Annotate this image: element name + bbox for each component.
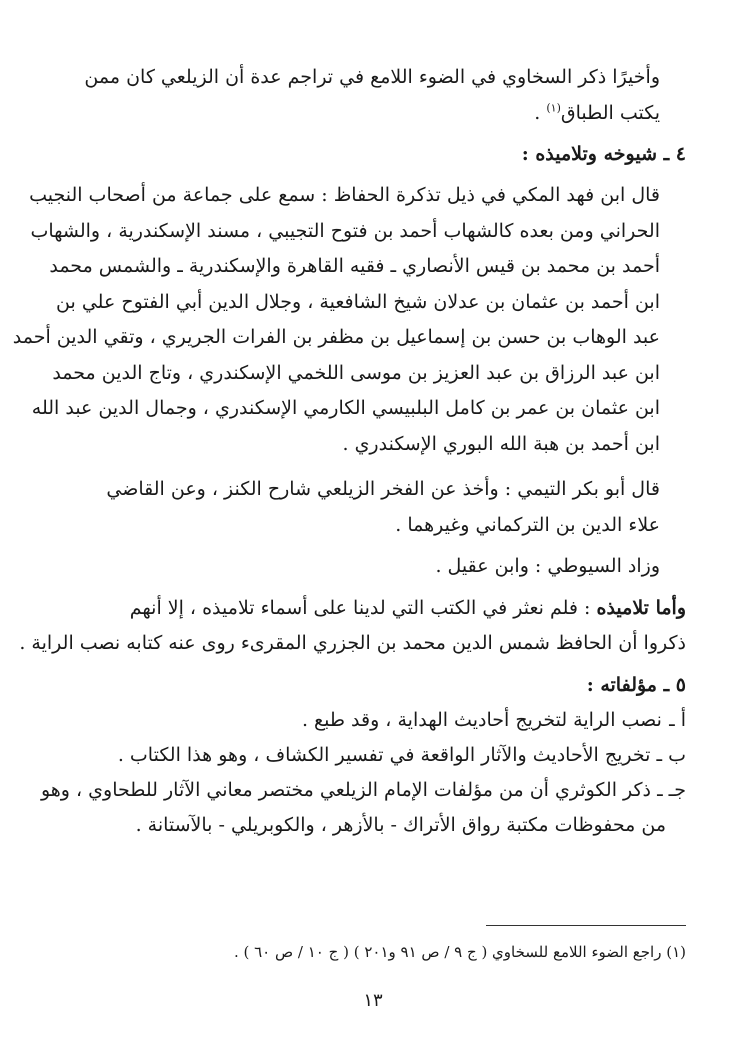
footnote-reference: (١) (546, 101, 561, 115)
list-marker: أ ـ (669, 708, 686, 731)
taymi-paragraph (60, 472, 686, 543)
list-item-text: نصب الراية لتخريج أحاديث الهداية ، وقد طبع . (301, 708, 662, 731)
list-item (40, 773, 686, 808)
teachers-line-3: أحمد بن محمد بن قيس الأنصاري ـ فقيه القاهرة والإسكندرية ـ والشمس محمد (49, 255, 660, 277)
taymi-line-2: علاء الدين بن التركماني وغيرهما . (395, 513, 660, 536)
intro-line-1: وأخيرًا ذكر السخاوي في الضوء اللامع في تراجم عدة أن الزيلعي كان ممن (84, 66, 660, 88)
list-item-text: من محفوظات مكتبة رواق الأتراك - بالأزهر ، والكوبريلي - بالآستانة . (135, 813, 666, 836)
list-item (60, 738, 686, 773)
footnote-text: راجع الضوء اللامع للسخاوي ( ج ٩ / ص ٩١ و٢٠١ ) ( ج ١٠ / ص ٦٠ ) . (233, 943, 662, 961)
intro-paragraph (60, 60, 686, 131)
page-number: ١٣ (363, 990, 383, 1011)
teachers-paragraph (12, 178, 686, 462)
list-marker: جـ ـ (657, 778, 686, 801)
intro-line-2-end: . (534, 101, 547, 124)
teachers-line-5: عبد الوهاب بن حسن بن إسماعيل بن مظفر بن الفرات الجريري ، وتقي الدين أحمد (12, 326, 660, 348)
intro-line-2-text: يكتب الطباق (560, 101, 660, 124)
section-5-heading: ٥ ـ مؤلفاته : (586, 673, 686, 696)
list-item-text: تخريج الأحاديث والآثار الواقعة في تفسير الكشاف ، وهو هذا الكتاب . (117, 743, 651, 766)
section-4-heading: ٤ ـ شيوخه وتلاميذه : (521, 143, 686, 165)
suyuti-line: وزاد السيوطي : وابن عقيل . (435, 555, 660, 577)
students-line-1 (60, 591, 686, 627)
teachers-line-4: ابن أحمد بن عثمان بن عدلان شيخ الشافعية ، وجلال الدين أبي الفتوح علي بن (56, 290, 660, 313)
list-item-continuation (60, 808, 686, 843)
students-line-1-text: : فلم نعثر في الكتب التي لدينا على أسماء تلاميذه ، إلا أنهم (129, 596, 597, 619)
taymi-line-1: قال أبو بكر التيمي : وأخذ عن الفخر الزيلعي شارح الكنز ، وعن القاضي (106, 478, 660, 500)
teachers-line-1: قال ابن فهد المكي في ذيل تذكرة الحفاظ : سمع على جماعة من أصحاب النجيب (29, 184, 660, 206)
footnote-divider (486, 925, 686, 926)
intro-line-2 (60, 96, 686, 132)
works-list (40, 703, 686, 843)
document-page (12, 60, 686, 1040)
suyuti-paragraph (60, 549, 686, 585)
footnote (60, 940, 686, 964)
teachers-line-7: ابن عثمان بن عمر بن كامل البلبيسي الكارمي الإسكندري ، وجمال الدين عبد الله (31, 397, 660, 419)
teachers-line-2: الحراني ومن بعده كالشهاب أحمد بن فتوح التجيبي ، مسند الإسكندرية ، والشهاب (30, 219, 660, 242)
students-paragraph (19, 591, 686, 662)
footnote-marker: (١) (666, 943, 686, 961)
list-item-text: ذكر الكوثري أن من مؤلفات الإمام الزيلعي مختصر معاني الآثار للطحاوي ، وهو (40, 778, 652, 801)
students-line-2: ذكروا أن الحافظ شمس الدين محمد بن الجزري المقرىء روى عنه كتابه نصب الراية . (19, 632, 686, 654)
teachers-line-8: ابن أحمد بن هبة الله البوري الإسكندري . (342, 432, 660, 455)
teachers-line-6: ابن عبد الرزاق بن عبد العزيز بن موسى اللخمي الإسكندري ، وتاج الدين محمد (52, 361, 660, 384)
list-marker: ب ـ (656, 743, 686, 766)
students-label: وأما تلاميذه (596, 596, 686, 619)
list-item (60, 703, 686, 738)
